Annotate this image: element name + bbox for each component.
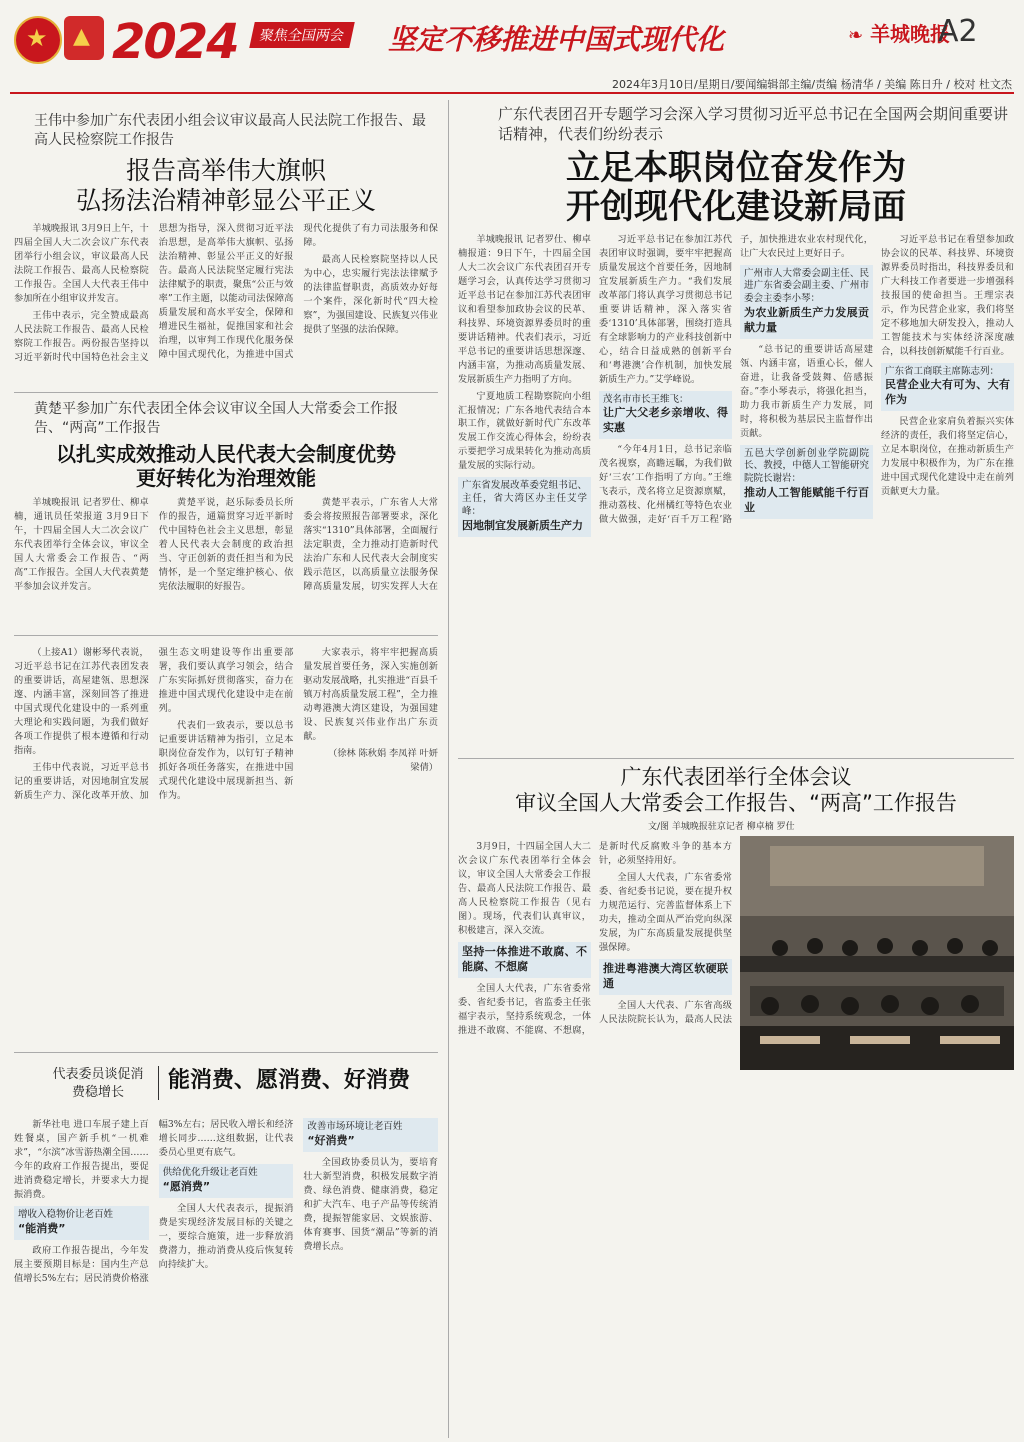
article-headline: 立足本职岗位奋发作为 开创现代化建设新局面 [566,147,906,227]
column-divider [448,100,449,1438]
subheading-title: 让广大父老乡亲增收、得实惠 [603,406,728,435]
masthead-tagline: 聚焦全国两会 [249,22,355,48]
article-body [14,222,438,367]
subheading [599,391,732,440]
paragraph: 最高人民检察院坚持以人民为中心，忠实履行宪法法律赋予的法律监督职责，高质效办好每一个案件，深化新时代“四大检察”，为强国建设、民族复兴伟业提供了坚强的法治保障。 [303,253,438,335]
article-consumption [14,1060,438,1438]
article-wang-weizhong [14,112,438,392]
article-kicker: 王伟中参加广东代表团小组会议审议最高人民法院工作报告、最高人民检察院工作报告 [34,113,426,148]
brand-logo-icon: ❧ [848,25,864,46]
brand-name: 羊城晚报 [870,22,951,46]
national-emblem-icon [14,16,62,64]
article-kicker: 黄楚平参加广东代表团全体会议审议全国人大常委会工作报告、“两高”工作报告 [34,401,398,436]
paragraph: 全国人大代表，广东省委常委、省纪委书记说，要在提升权力规范运行、完善监督体系上下功夫，推动全面从严治党向纵深发展，为广东高质量发展提供坚强保障。 [599,871,732,953]
plenary-session-photo [740,836,1014,1070]
subheading-kicker: 改善市场环境让老百姓 [307,1121,403,1132]
page-number: A2 [938,14,978,49]
paragraph: 全国政协委员认为，要培育壮大新型消费，积极发展数字消费、绿色消费、健康消费，稳定和扩大汽车、电子产品等传统消费，提振智能家居、文娱旅游、体育赛事、国货“潮品”等新的消费增长点。 [303,1156,438,1252]
newspaper-brand [848,18,950,47]
article-headline: 能消费、愿消费、好消费 [168,1068,411,1093]
subheading-kicker: 茂名市市长王维飞： [603,393,689,405]
article-continued [14,640,438,1050]
article-headline: 报告高举伟大旗帜 弘扬法治精神彰显公平正义 [75,155,376,215]
paragraph: 全国人大代表表示，提振消费是实现经济发展目标的关键之一，要综合施策，进一步释放消费潜力，推动消费从疫后恢复转向持续扩大。 [158,1202,294,1270]
article-signature: （徐林 陈秋娟 李凤祥 叶妍 梁倩） [328,747,438,773]
subheading-kicker: 供给优化升级让老百姓 [162,1166,258,1178]
masthead-rule [10,92,1014,94]
paragraph: 黄楚平说，赵乐际委员长所作的报告，通篇贯穿习近平新时代中国特色社会主义思想，彰显着人民代表大会制度的政治担当、守正创新的责任担当和为民情怀，是一个坚定维护核心、依宪依法履职的好报告。 [158,496,294,592]
subheading [303,1118,438,1152]
paragraph: 大家表示，将牢牢把握高质量发展首要任务，深入实施创新驱动发展战略，扎实推进“百县千镇万村高质量发展工程”，全力推动粤港澳大湾区建设，为强国建设、民族复兴伟业作出广东贡献。 [303,647,438,742]
article-kicker: 广东代表团召开专题学习会深入学习贯彻习近平总书记在全国两会期间重要讲话精神，代表们纷纷表示 [498,105,1009,144]
paragraph: 宁夏地质工程勘察院向小组汇报情况；广东各地代表结合本职工作，就做好新时代广东改革发展工作交流心得体会，纷纷表示要把学习成果转化为推动高质量发展的实际行动。 [458,390,591,472]
masthead-year: 2024 [112,14,238,70]
subheading [159,1164,294,1198]
sidebar-kicker: 代表委员谈促消费稳增长 [52,1067,144,1100]
article-plenary [458,764,1014,1438]
paragraph: 代表们一致表示，要以总书记重要讲话精神为指引，立足本职岗位奋发作为，以钉钉子精神抓好各项任务落实，在推进中国式现代化建设中展现新担当、新作为。 [158,719,294,801]
paragraph: “今年4月1日，总书记亲临茂名视察，高瞻远瞩，为我们做好‘三农’工作指明了方向。”王维飞表示，茂名将立足资源禀赋，推动荔枝、化州橘红等特色农业做大做强，走好‘百千万工程’路子，加快推进农业农村现代化，让广大农民过上更好日子。 [599,233,873,525]
subheading-title: 推动人工智能赋能千行百业 [744,486,869,514]
subheading-title: 推进粤港澳大湾区软硬联通 [603,961,728,990]
subheading-kicker: 增收入稳物价让老百姓 [18,1208,114,1220]
subheading [740,265,873,339]
article-study-session [458,104,1014,756]
divider [158,1066,159,1100]
article-headline: 以扎实成效推动人民代表大会制度优势 更好转化为治理效能 [56,441,396,490]
subheading-kicker: 广州市人大常委会副主任、民进广东省委会副主委、广州市委会主委李小琴： [744,267,869,305]
article-body [14,1118,438,1438]
article-body [14,496,438,616]
paragraph: 全国人大代表，广东省委常委、省纪委书记，省监委主任张福宇表示，坚持系统观念，一体推进不敢腐、不能腐、不想腐，是新时代反腐败斗争的基本方针，必须坚持用好。 [458,841,732,1036]
paragraph: 王伟中表示，完全赞成最高人民法院工作报告、最高人民检察院工作报告。两份报告坚持以习近平新时代中国特色社会主义思想为指导，深入贯彻习近平法治思想，是高举伟大旗帜、弘扬法治精神、彰显公平正义的好报告。最高人民法院坚定履行宪法法律赋予的职责，聚焦“公正与效率”工作主题，以能动司法保障高质量发展和高水平安全，保障和增进民生福祉，促推国家和社会治理，以审判工作现代化服务保障中国式现代化，为推进中国式现代化提供了有力司法服务和保障。 [14,222,438,363]
subheading [458,477,591,536]
paragraph: 民营企业家肩负着振兴实体经济的责任，我们将坚定信心，立足本职岗位，在推动新质生产力发展中积极作为，为广东在推进中国式现代化建设中走在前列贡献更大力量。 [881,416,1014,497]
issue-credits: 2024年3月10日/星期日/要闻编辑部主编/责编 杨清华 / 美编 陈日升 / 校对 杜文杰 [612,78,1012,91]
subheading-title: 为农业新质生产力发展贡献力量 [744,306,869,334]
masthead [0,0,1024,72]
subheading-title: “好消费” [307,1133,355,1147]
paragraph: 羊城晚报讯 3月9日上午，十四届全国人大二次会议广东代表团举行小组会议，审议最高人民法院工作报告、最高人民检察院工作报告。全国人大代表王伟中参加所在小组审议并发言。 [14,222,149,304]
subheading-kicker: 广东省发展改革委党组书记、主任，省大湾区办主任艾学峰： [462,480,587,518]
paragraph: 黄楚平表示，广东省人大常委会将按照报告部署要求，深化落实“1310”具体部署，全面履行法定职责，全力推动打造新时代法治广东和人民代表大会制度实践示范区，以高质量立法服务保障高质量发展，切实发挥人大在 [303,496,438,592]
subheading-kicker: 五邑大学创新创业学院副院长、教授，中德人工智能研究院院长谢岩： [744,447,869,485]
subheading-title: “愿消费” [162,1179,211,1193]
divider [458,758,1014,759]
divider [14,392,438,393]
paragraph: 习近平总书记在看望参加政协会议的民革、科技界、环境资源界委员时指出，科技界委员和广大科技工作者要进一步增强科技报国的使命担当。王理宗表示，作为民营企业家，我们将坚定不移地加大研发投入，推动人工智能技术与实体经济深度融合，以科技创新赋能千行百业。 [881,233,1014,357]
paragraph: 政府工作报告提出，今年发展主要预期目标是：国内生产总值增长5%左右；居民消费价格涨幅3%左右；居民收入增长和经济增长同步……这组数据，让代表委员心里更有底气。 [14,1119,294,1284]
subheading [881,363,1014,412]
subheading-title: “能消费” [18,1221,66,1235]
congress-emblem-icon [64,16,104,60]
divider [14,1052,438,1053]
subheading [458,942,591,978]
photo-illustration [740,836,1014,1070]
article-body [458,233,1014,733]
subheading [740,445,873,519]
subheading [599,959,732,995]
masthead-slogan: 坚定不移推进中国式现代化 [388,23,725,56]
article-byline: 文/图 羊城晚报驻京记者 柳卓楠 罗仕 [648,821,795,832]
article-headline: 广东代表团举行全体会议 审议全国人大常委会工作报告、“两高”工作报告 [515,765,957,816]
divider [14,635,438,636]
subheading [14,1206,149,1240]
subheading-title: 因地制宜发展新质生产力 [462,518,583,532]
subheading-kicker: 广东省工商联主席陈志列： [885,365,1000,377]
subheading-title: 坚持一体推进不敢腐、不能腐、不想腐 [462,944,587,973]
paragraph: 羊城晚报讯 记者罗仕、柳卓楠，通讯员任荣报道 3月9日下午，十四届全国人大二次会议广东代表团举行全体会议，审议全国人大常委会工作报告、“两高”工作报告。全国人大代表黄楚平参加会议并发言。 [14,496,149,592]
subheading-title: 民营企业大有可为、大有作为 [885,378,1010,407]
paragraph: 全国人大代表、广东省高级人民法院院长认为，最高人民法 [599,999,732,1025]
paragraph: 王伟中代表说，习近平总书记的重要讲话，对因地制宜发展新质生产力、深化改革开放、加强生态文明建设等作出重要部署，我们要认真学习领会，结合广东实际抓好贯彻落实，奋力在推进中国式现代化建设中走在前列。 [14,647,294,801]
paragraph: （上接A1）谢彬琴代表说，习近平总书记在江苏代表团发表的重要讲话，高屋建瓴、思想深邃、内涵丰富，深刻回答了推进中国式现代化建设中的一系列重大理论和实践问题，为我们做好各项工作提供了根本遵循和行动指南。 [14,647,149,756]
paragraph: 羊城晚报讯 记者罗仕、柳卓楠报道：9日下午，十四届全国人大二次会议广东代表团召开专题学习会，认真传达学习贯彻习近平总书记在参加江苏代表团审议和看望参加政协会议的民革、科技界、环境资源界委员时的重要讲话精神。代表们表示，习近平总书记的重要讲话思想深邃、内涵丰富，为推动高质量发展、发展新质生产力指明了方向。 [458,233,591,385]
paragraph: 3月9日，十四届全国人大二次会议广东代表团举行全体会议，审议全国人大常委会工作报告、最高人民法院工作报告、最高人民检察院工作报告（见右图）。现场，代表们认真审议，积极建言，深入交流。 [458,841,591,936]
paragraph: 习近平总书记在参加江苏代表团审议时强调，要牢牢把握高质量发展这个首要任务，因地制宜发展新质生产力。“我们发展改革部门将认真学习贯彻总书记重要讲话精神，深入落实省委‘1310’具体部署，围绕打造具有全球影响力的产业科技创新中心，结合日益成熟的创新平台和‘粤港澳’合作机制，加快发展新质生产力。”艾学峰说。 [599,233,732,385]
article-body [14,646,438,1046]
paragraph: 新华社电 进口车展子建上百姓餐桌，国产新手机“一机难求”，“尔滨”冰雪游热潮全国……今年的政府工作报告提出，要促进消费稳定增长，并要求大力提振消费。 [14,1119,149,1200]
article-huang-chuping [14,400,438,632]
paragraph: “总书记的重要讲话高屋建瓴、内涵丰富，语重心长，催人奋进，让我备受鼓舞、倍感振奋。”李小琴表示，将强化担当，助力我市新质生产力发展，同时，将积极为基层民主监督作出贡献。 [740,343,873,439]
